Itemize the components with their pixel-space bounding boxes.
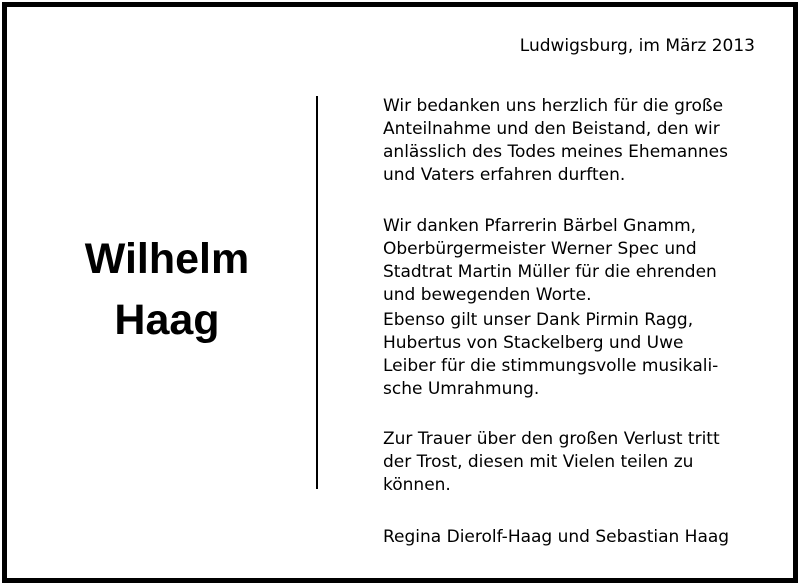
- thanks-paragraph-4: [383, 428, 783, 497]
- place-date: Ludwigsburg, im März 2013: [519, 36, 755, 56]
- paragraph-line: können.: [383, 475, 451, 495]
- thanks-paragraph-3: [383, 309, 783, 401]
- thanks-paragraph-1: [383, 95, 783, 187]
- first-name: Wilhelm: [84, 235, 250, 283]
- deceased-name: [47, 229, 287, 351]
- thanks-paragraph-2: [383, 215, 783, 307]
- paragraph-line: Zur Trauer über den großen Verlust tritt: [383, 429, 720, 449]
- signature: Regina Dierolf-Haag und Sebastian Haag: [383, 527, 730, 547]
- paragraph-line: Wir bedanken uns herzlich für die große: [383, 96, 724, 116]
- vertical-divider: [316, 96, 318, 489]
- paragraph-line: Leiber für die stimmungsvolle musikali-: [383, 356, 719, 376]
- paragraph-line: Wir danken Pfarrerin Bärbel Gnamm,: [383, 216, 697, 236]
- paragraph-line: Hubertus von Stackelberg und Uwe: [383, 333, 684, 353]
- last-name: Haag: [114, 296, 220, 344]
- paragraph-line: Stadtrat Martin Müller für die ehrenden: [383, 262, 717, 282]
- paragraph-line: Ebenso gilt unser Dank Pirmin Ragg,: [383, 310, 694, 330]
- paragraph-line: Oberbürgermeister Werner Spec und: [383, 239, 697, 259]
- paragraph-line: anlässlich des Todes meines Ehemannes: [383, 142, 728, 162]
- paragraph-line: der Trost, diesen mit Vielen teilen zu: [383, 452, 694, 472]
- paragraph-line: sche Umrahmung.: [383, 379, 540, 399]
- paragraph-line: und Vaters erfahren durften.: [383, 165, 626, 185]
- paragraph-line: und bewegenden Worte.: [383, 285, 592, 305]
- paragraph-line: Anteilnahme und den Beistand, den wir: [383, 119, 720, 139]
- obituary-card: [2, 2, 798, 583]
